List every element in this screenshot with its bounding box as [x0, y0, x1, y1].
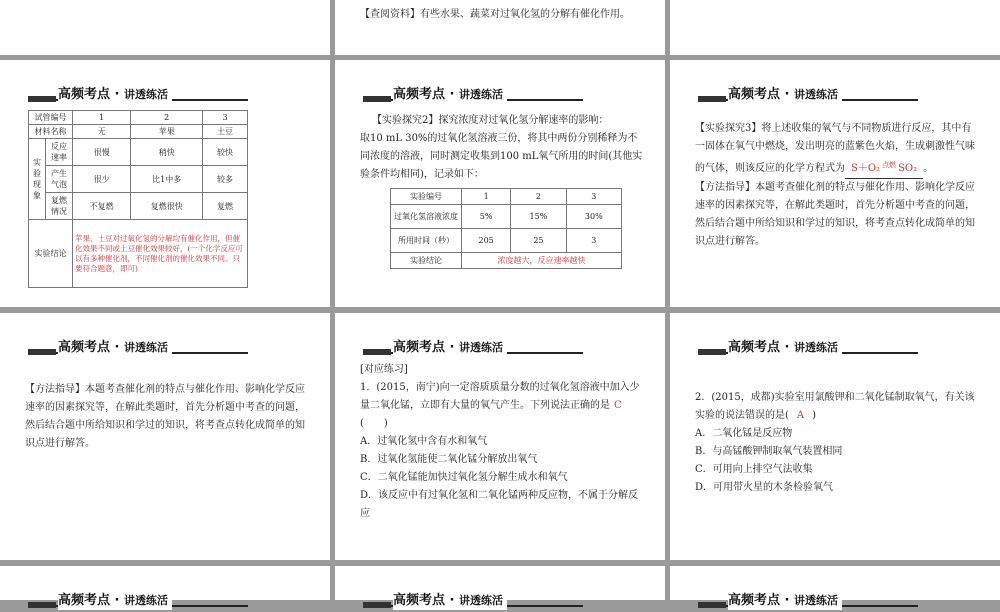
slide-header: 高频考点 · 讲透练活 [363, 592, 585, 612]
option-d[interactable]: D．该反应中有过氧化氢和二氧化锰两种反应物，不属于分解反应 [360, 490, 639, 519]
answer-c: C [614, 400, 622, 411]
slide-experiment-3[interactable] [670, 60, 1000, 307]
slide-header: 高频考点 · 讲透练活 [698, 592, 920, 612]
slide-header: 高频考点 · 讲透练活 [698, 339, 920, 359]
concentration-table: 实验编号 1 2 3 过氧化氢溶液浓度 5% 15% 30% 所用时间（秒） 205 25 3 实验结论 浓度越大，反应速率越快 [390, 188, 622, 269]
intro-text: 【实验探究2】探究浓度对过氧化氢分解速率的影响： [372, 115, 609, 126]
slide-question-2[interactable] [670, 313, 1000, 560]
equation-answer: S＋O₂ $^{点燃}$ SO₂ [845, 156, 923, 179]
body-text: 取10 mL 30%的过氧化氢溶液三份，将其中两份分别稀释为不同浓度的溶液，同时测定收集到100 mL氧气所用的时间(其他实验条件均相同)，记录如下： [360, 133, 643, 180]
slide-method-guide[interactable] [0, 313, 330, 560]
slide-concentration[interactable] [335, 60, 665, 307]
option-d[interactable]: D．可用带火星的木条检验氧气 [695, 482, 834, 493]
slide-bottom-right[interactable] [670, 566, 1000, 608]
question-1-paren: ( ) [360, 418, 388, 429]
conclusion-answer: 苹果、土豆对过氧化氢的分解均有催化作用，但催化效果不同或土豆催化效果较好，(一个化学反应可以有多种催化剂，不同催化剂的催化效果不同。只要符合题意，即可) [73, 220, 248, 288]
slide-bottom-left[interactable] [0, 566, 330, 608]
option-b[interactable]: B．与高锰酸钾制取氧气装置相同 [695, 446, 843, 457]
info-text: 【查阅资料】有些水果、蔬菜对过氧化氢的分解有催化作用。 [360, 9, 630, 20]
slide-header: 高频考点 · 讲透练活 [28, 339, 250, 359]
slide-experiment-table[interactable] [0, 60, 330, 307]
option-c[interactable]: C．可用向上排空气法收集 [695, 464, 813, 475]
slide-header: 高频考点 · 讲透练活 [698, 86, 920, 106]
slide-top-left[interactable] [0, 0, 330, 55]
method-guide-text: 【方法指导】本题考查催化剂的特点与催化作用、影响化学反应速率的因素探究等，在解此类题时，首先分析题中考查的问题，然后结合题中所给知识和学过的知识，将考查点转化成简单的知识点进行解答。 [695, 182, 975, 247]
experiment-table: 试管编号 1 2 3 材料名称 无 苹果 土豆 实验现象 反应速率 很慢 稍快 较快 产生气泡 很少 比1中多 较多 复燃情况 不复燃 复燃很快 复燃 实验结论 苹果、土豆对过氧化氢的分解均有催化作用，但催化效果不同或土豆催化效果较好，(一个化学反应可以有多种催化剂，不同催化剂的催化效果不同。只要符合题意，即可) [28, 110, 248, 288]
slide-header: 高频考点 · 讲透练活 [363, 339, 585, 359]
slide-top-middle[interactable] [335, 0, 665, 55]
method-guide-text: 【方法指导】本题考查催化剂的特点与催化作用、影响化学反应速率的因素探究等，在解此类题时，首先分析题中考查的问题，然后结合题中所给知识和学过的知识，将考查点转化成简单的知识点进行解答。 [25, 384, 305, 449]
option-c[interactable]: C．二氧化锰能加快过氧化氢分解生成水和氧气 [360, 472, 568, 483]
option-a[interactable]: A．过氧化氢中含有水和氧气 [360, 436, 488, 447]
slide-header: 高频考点 · 讲透练活 [363, 86, 585, 106]
slide-header: 高频考点 · 讲透练活 [28, 86, 250, 106]
question-1-text: 1．(2015，南宁)向一定溶质质量分数的过氧化氢溶液中加入少量二氧化锰，立即有大量的氧气产生。下列说法正确的是 C [360, 382, 640, 411]
section-label: [对应练习] [360, 364, 408, 375]
option-b[interactable]: B．过氧化氢能使二氧化锰分解放出氧气 [360, 454, 538, 465]
answer-a: A [796, 410, 805, 421]
slide-bottom-middle[interactable] [335, 566, 665, 608]
slide-header: 高频考点 · 讲透练活 [28, 592, 250, 612]
slide-question-1[interactable] [335, 313, 665, 560]
experiment-3-text: 【实验探究3】将上述收集的氧气与不同物质进行反应，其中有一固体在氧气中燃烧，发出明亮的蓝紫色火焰，生成刺激性气味的气体，则该反应的化学方程式为 S＋O₂ $^{点燃}$ SO₂ 。 [695, 120, 980, 179]
question-2-text: 2．(2015，成都)实验室用氯酸钾和二氧化锰制取氧气，有关该实验的说法错误的是( A ) [695, 392, 975, 421]
slide-top-right[interactable] [670, 0, 1000, 55]
option-a[interactable]: A．二氧化锰是反应物 [695, 428, 793, 439]
concentration-conclusion: 浓度越大，反应速率越快 [462, 253, 622, 269]
